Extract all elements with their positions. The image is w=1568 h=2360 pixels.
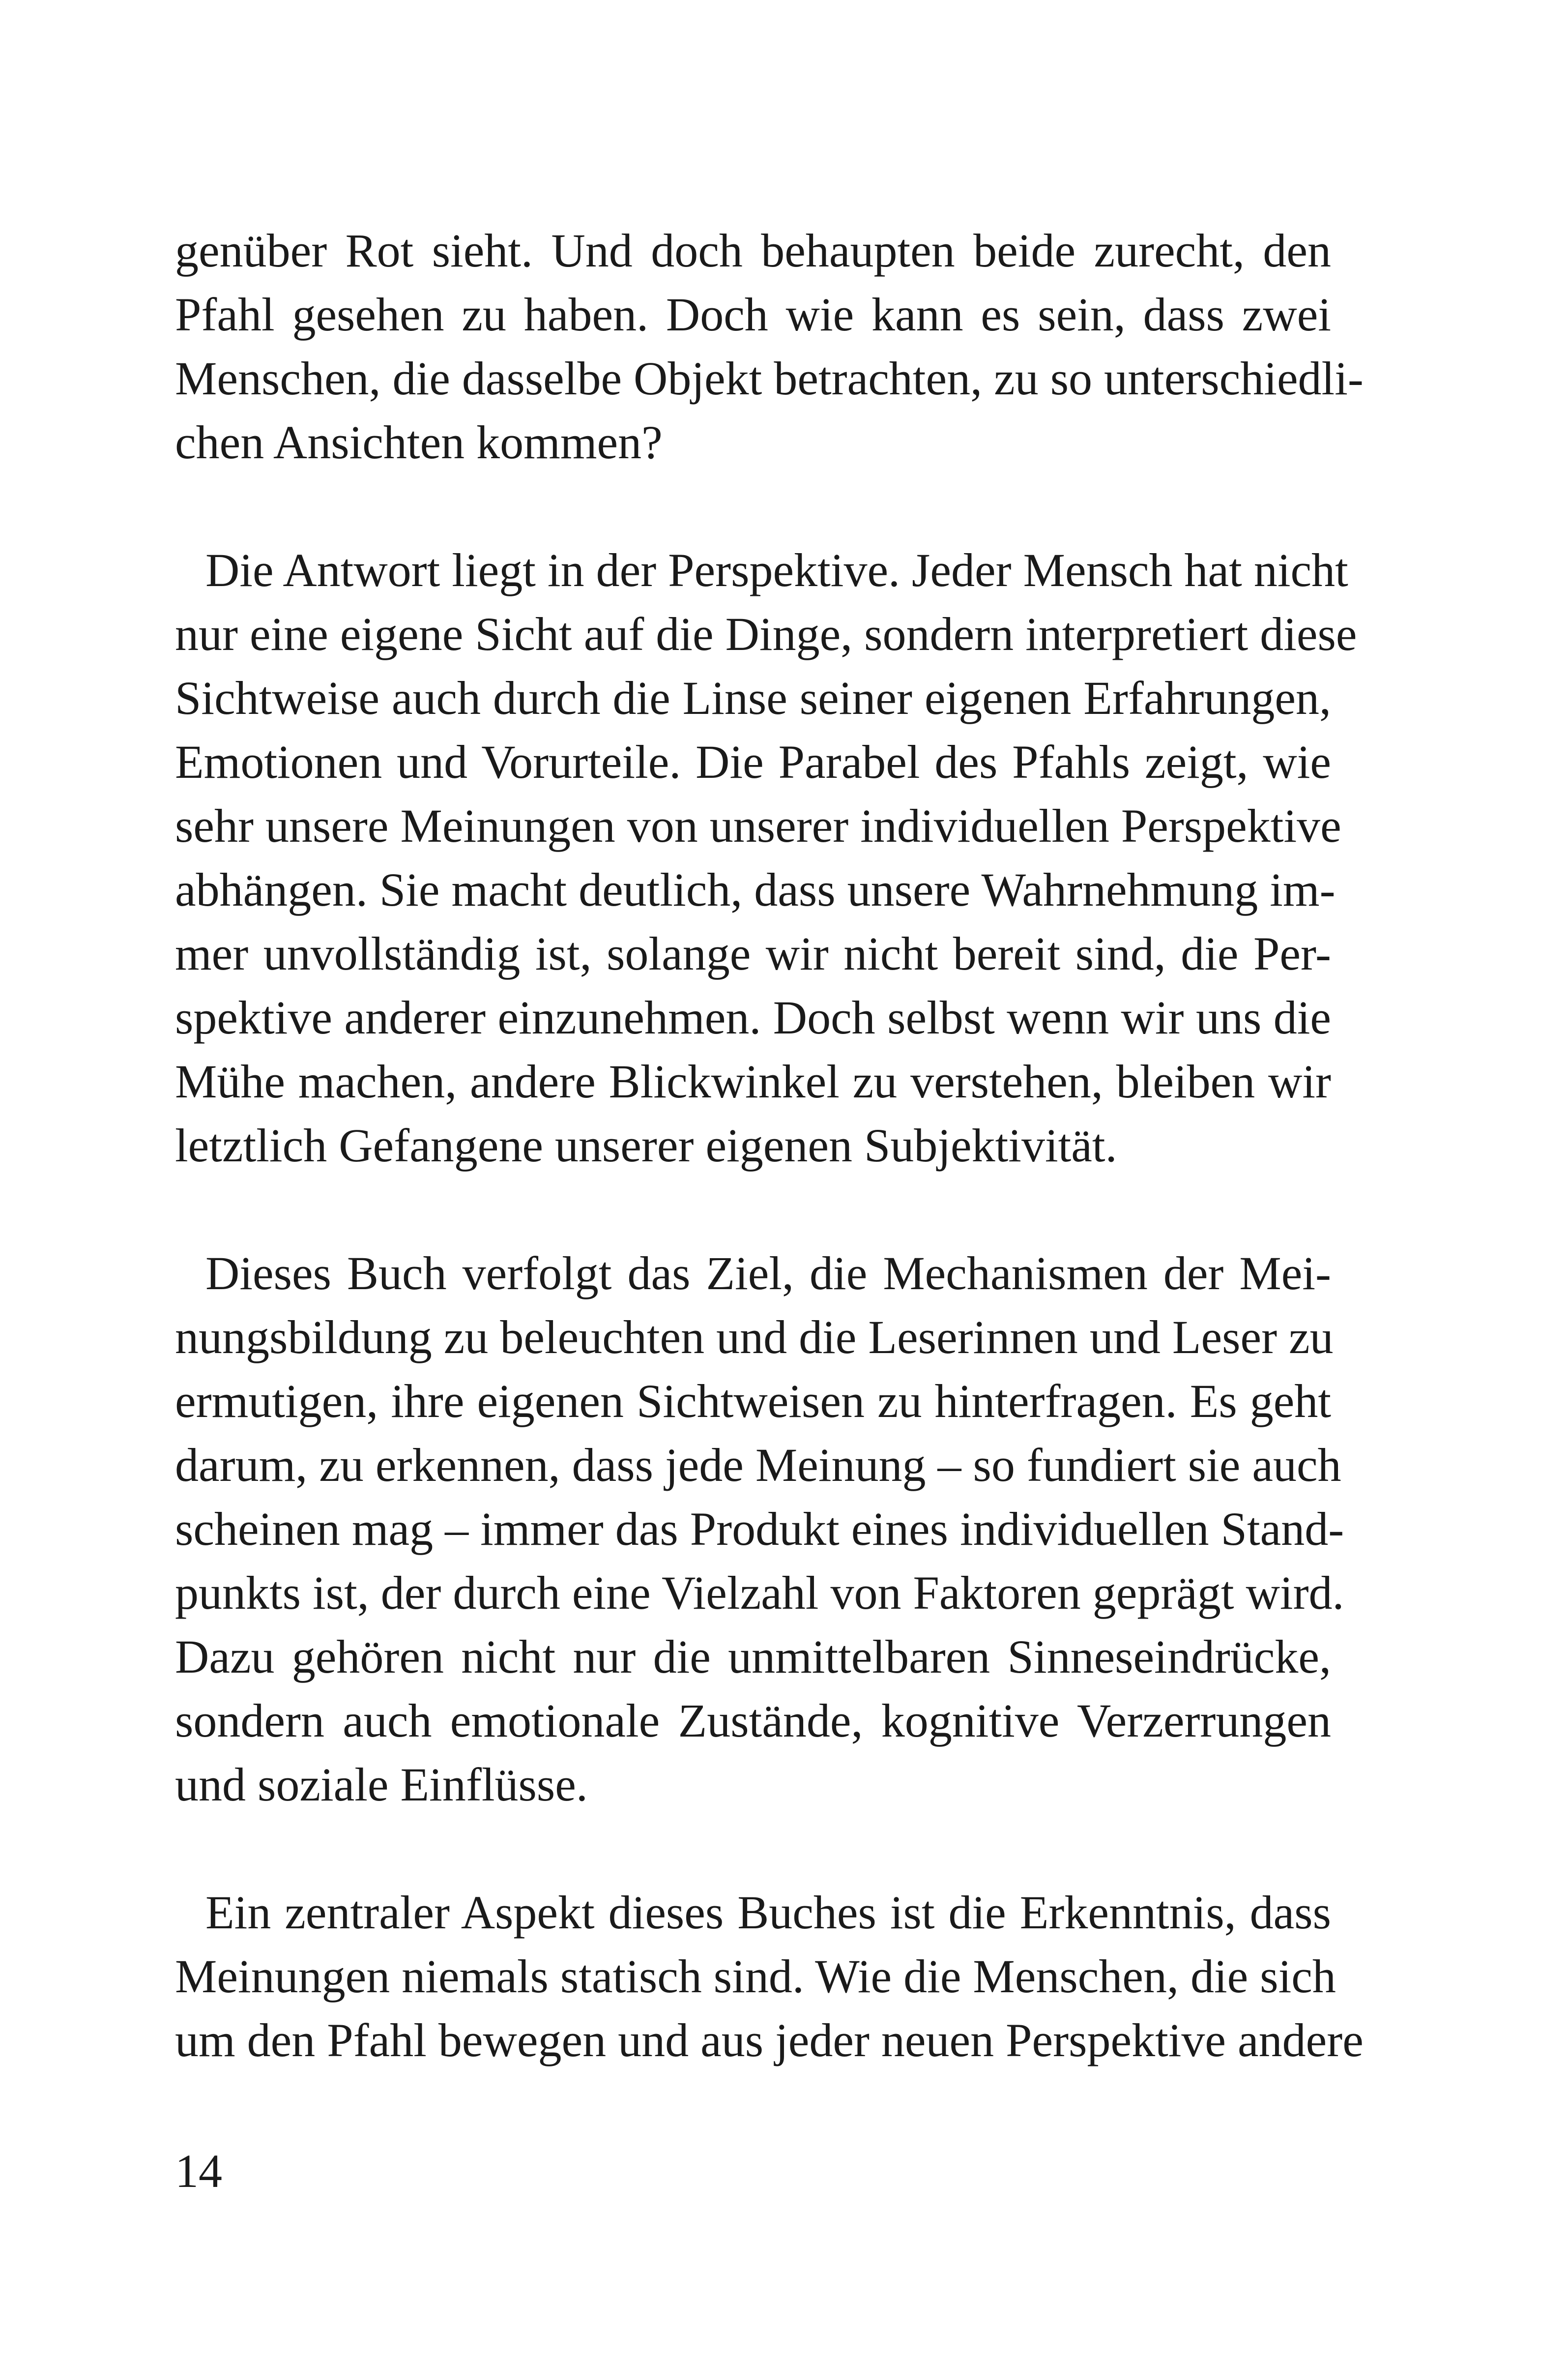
text-line: Menschen, die dasselbe Objekt betrachten, zu so unterschiedli- <box>175 352 1364 405</box>
text-line: abhängen. Sie macht deutlich, dass unsere Wahrnehmung im- <box>175 863 1336 916</box>
text-line: Meinungen niemals statisch sind. Wie die Menschen, die sich <box>175 1950 1336 2003</box>
text-line: mer unvollständig ist, solange wir nicht bereit sind, die Per- <box>175 927 1331 980</box>
text-line: sehr unsere Meinungen von unserer individuellen Perspektive <box>175 799 1341 852</box>
paragraph-1 <box>175 219 1364 474</box>
text-line: Dieses Buch verfolgt das Ziel, die Mechanismen der Mei- <box>205 1247 1331 1299</box>
text-line: nungsbildung zu beleuchten und die Leserinnen und Leser zu <box>175 1311 1334 1363</box>
text-line: letztlich Gefangene unserer eigenen Subjektivität. <box>175 1119 1117 1172</box>
text-line: und soziale Einflüsse. <box>175 1758 588 1811</box>
page-number: 14 <box>175 2145 222 2197</box>
text-line: punkts ist, der durch eine Vielzahl von Faktoren geprägt wird. <box>175 1566 1344 1619</box>
text-line: genüber Rot sieht. Und doch behaupten beide zurecht, den <box>175 224 1331 277</box>
text-line: Die Antwort liegt in der Perspektive. Jeder Mensch hat nicht <box>205 544 1348 596</box>
paragraph-4 <box>175 1881 1364 2072</box>
text-line: Ein zentraler Aspekt dieses Buches ist die Erkenntnis, dass <box>205 1886 1331 1939</box>
text-line: nur eine eigene Sicht auf die Dinge, sondern interpretiert diese <box>175 608 1357 660</box>
text-line: Emotionen und Vorurteile. Die Parabel des Pfahls zeigt, wie <box>175 736 1331 788</box>
text-line: ermutigen, ihre eigenen Sichtweisen zu hinterfragen. Es geht <box>175 1375 1331 1427</box>
text-line: chen Ansichten kommen? <box>175 416 663 469</box>
paragraph-3 <box>175 1241 1344 1817</box>
text-line: Pfahl gesehen zu haben. Doch wie kann es sein, dass zwei <box>175 288 1331 341</box>
text-line: um den Pfahl bewegen und aus jeder neuen Perspektive andere <box>175 2014 1364 2066</box>
text-line: sondern auch emotionale Zustände, kognitive Verzerrungen <box>175 1694 1331 1747</box>
body-text <box>175 219 1364 2072</box>
paragraph-2 <box>175 538 1357 1178</box>
text-line: Dazu gehören nicht nur die unmittelbaren Sinneseindrücke, <box>175 1630 1331 1683</box>
text-line: scheinen mag – immer das Produkt eines individuellen Stand- <box>175 1503 1344 1555</box>
text-line: Sichtweise auch durch die Linse seiner eigenen Erfahrungen, <box>175 672 1331 724</box>
text-line: spektive anderer einzunehmen. Doch selbst wenn wir uns die <box>175 991 1331 1044</box>
text-line: Mühe machen, andere Blickwinkel zu verstehen, bleiben wir <box>175 1055 1331 1108</box>
text-line: darum, zu erkennen, dass jede Meinung – so fundiert sie auch <box>175 1439 1341 1491</box>
